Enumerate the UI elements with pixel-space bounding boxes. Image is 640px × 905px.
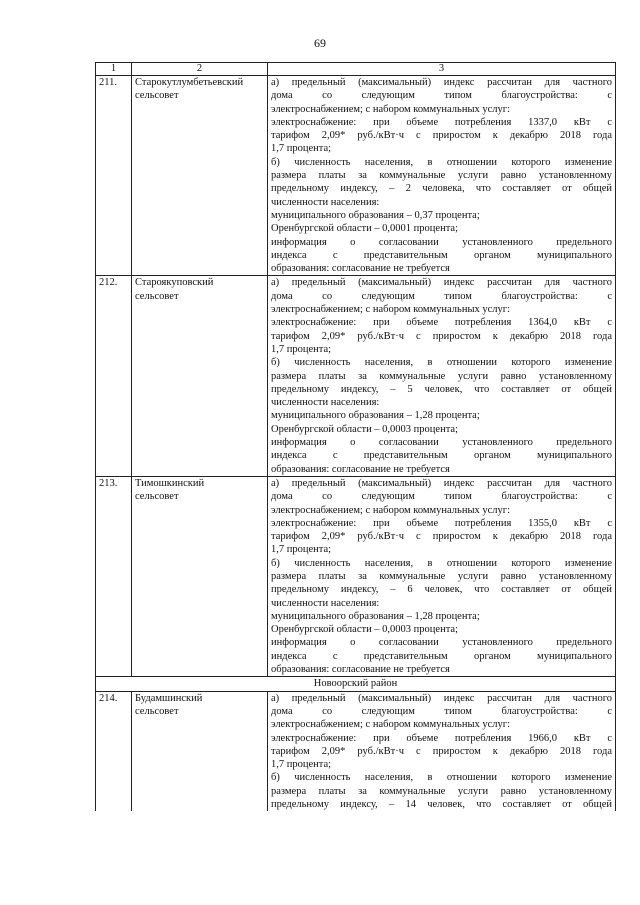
text-line: электроснабжением; с набором коммунальных услуг:: [271, 103, 510, 115]
text-line: электроснабжением; с набором коммунальных услуг:: [271, 504, 510, 516]
text-line: предельному индексу, – 6 человек, что составляет от общей: [271, 584, 612, 596]
row-number: 214.: [96, 691, 132, 811]
text-line: численности населения:: [271, 597, 380, 609]
text-line: дома со следующим типом благоустройства: с: [271, 705, 612, 717]
municipality-name: [132, 691, 268, 811]
header-col-1: 1: [96, 63, 132, 76]
municipality-name: [132, 276, 268, 476]
text-line: образования: согласование не требуется: [271, 463, 450, 475]
table-row: [96, 476, 616, 676]
text-line: а) предельный (максимальный) индекс рассчитан для частного: [271, 477, 612, 489]
text-line: тарифом 2,09* руб./кВт·ч с приростом к декабрю 2018 года: [271, 531, 612, 543]
text-line: б) численность населения, в отношении которого изменение: [271, 156, 612, 168]
text-line: муниципального образования – 1,28 процента;: [271, 610, 480, 622]
text-line: б) численность населения, в отношении которого изменение: [271, 772, 612, 784]
text-line: Оренбургской области – 0,0003 процента;: [271, 423, 458, 435]
text-line: размера платы за коммунальные услуги равно установленному: [271, 570, 612, 582]
text-line: предельному индексу, – 5 человек, что составляет от общей: [271, 383, 612, 395]
text-line: 1,7 процента;: [271, 544, 332, 556]
text-line: численности населения:: [271, 397, 380, 409]
table-row: [96, 691, 616, 811]
text-line: муниципального образования – 0,37 процента;: [271, 209, 480, 221]
text-line: образования: согласование не требуется: [271, 664, 450, 676]
text-line: размера платы за коммунальные услуги равно установленному: [271, 785, 612, 797]
municipality-name-line: Старокутлумбетьевский: [135, 77, 244, 88]
row-number: 213.: [96, 476, 132, 676]
text-line: численности населения:: [271, 196, 380, 208]
row-description: [268, 276, 616, 476]
text-line: тарифом 2,09* руб./кВт·ч с приростом к декабрю 2018 года: [271, 130, 612, 142]
text-line: электроснабжением; с набором коммунальных услуг:: [271, 304, 510, 316]
row-number: 211.: [96, 76, 132, 276]
text-line: электроснабжение: при объеме потребления 1364,0 кВт с: [271, 317, 612, 329]
text-line: размера платы за коммунальные услуги равно установленному: [271, 170, 612, 182]
district-row: [96, 677, 616, 691]
row-description: [268, 476, 616, 676]
text-line: а) предельный (максимальный) индекс рассчитан для частного: [271, 277, 612, 289]
text-line: дома со следующим типом благоустройства: с: [271, 491, 612, 503]
header-col-2: 2: [132, 63, 268, 76]
municipality-name-line: Будамшинский: [135, 692, 203, 704]
text-line: дома со следующим типом благоустройства: с: [271, 90, 612, 102]
text-line: Оренбургской области – 0,0001 процента;: [271, 223, 458, 235]
text-line: индекса с представительным органом муниципального: [271, 249, 612, 261]
table-row: [96, 276, 616, 476]
municipality-name-line: Тимошкинский: [135, 477, 205, 489]
municipality-name-line: сельсовет: [135, 90, 179, 102]
header-col-3: 3: [268, 63, 616, 76]
text-line: информация о согласовании установленного предельного: [271, 236, 612, 248]
text-line: электроснабжением; с набором коммунальных услуг:: [271, 719, 510, 731]
municipality-name-line: сельсовет: [135, 290, 179, 302]
municipality-name: [132, 76, 268, 276]
text-line: электроснабжение: при объеме потребления 1966,0 кВт с: [271, 732, 612, 744]
text-line: предельному индексу, – 14 человек, что составляет от общей: [271, 799, 612, 811]
text-line: б) численность населения, в отношении которого изменение: [271, 357, 612, 369]
text-line: предельному индексу, – 2 человека, что составляет от общей: [271, 183, 612, 195]
text-line: дома со следующим типом благоустройства: с: [271, 290, 612, 302]
page-number: 69: [314, 36, 326, 50]
document-table: [95, 62, 616, 811]
text-line: размера платы за коммунальные услуги равно установленному: [271, 370, 612, 382]
municipality-name-line: сельсовет: [135, 491, 179, 503]
text-line: муниципального образования – 1,28 процента;: [271, 410, 480, 422]
municipality-name: [132, 476, 268, 676]
text-line: 1,7 процента;: [271, 143, 332, 155]
text-line: 1,7 процента;: [271, 759, 332, 771]
text-line: Оренбургской области – 0,0003 процента;: [271, 624, 458, 636]
text-line: тарифом 2,09* руб./кВт·ч с приростом к декабрю 2018 года: [271, 745, 612, 757]
text-line: тарифом 2,09* руб./кВт·ч с приростом к декабрю 2018 года: [271, 330, 612, 342]
text-line: информация о согласовании установленного предельного: [271, 637, 612, 649]
text-line: информация о согласовании установленного предельного: [271, 437, 612, 449]
municipality-name-line: Староякуповский: [135, 277, 214, 289]
row-number: 212.: [96, 276, 132, 476]
district-heading: Новоорский район: [96, 677, 616, 691]
row-description: [268, 691, 616, 811]
text-line: 1,7 процента;: [271, 343, 332, 355]
text-line: а) предельный (максимальный) индекс рассчитан для частного: [271, 692, 612, 704]
table-row: [96, 76, 616, 276]
text-line: индекса с представительным органом муниципального: [271, 650, 612, 662]
text-line: б) численность населения, в отношении которого изменение: [271, 557, 612, 569]
text-line: индекса с представительным органом муниципального: [271, 450, 612, 462]
text-line: а) предельный (максимальный) индекс рассчитан для частного: [271, 77, 612, 88]
table-header-row: [96, 63, 616, 76]
text-line: образования: согласование не требуется: [271, 263, 450, 275]
row-description: [268, 76, 616, 276]
text-line: электроснабжение: при объеме потребления 1337,0 кВт с: [271, 116, 612, 128]
municipality-name-line: сельсовет: [135, 705, 179, 717]
text-line: электроснабжение: при объеме потребления 1355,0 кВт с: [271, 517, 612, 529]
